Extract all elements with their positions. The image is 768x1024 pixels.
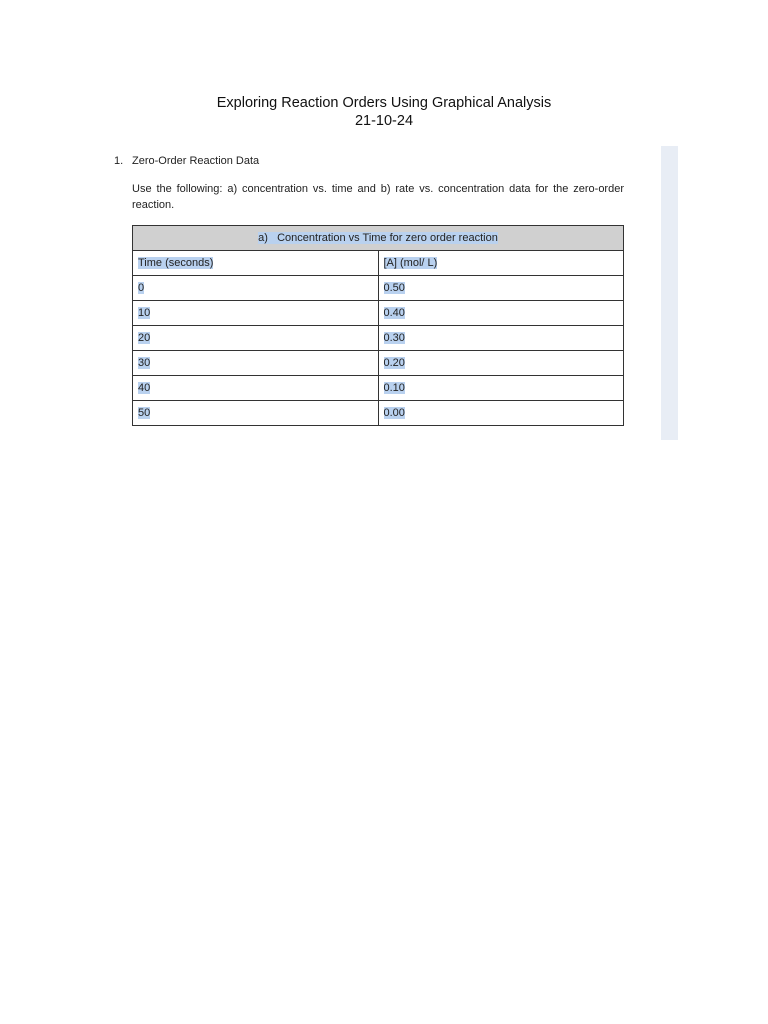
data-table: [132, 225, 624, 426]
table-cell: [378, 376, 624, 401]
side-strip: [661, 146, 678, 440]
table-cell: [133, 351, 379, 376]
time-value: 20: [138, 332, 151, 344]
concentration-value: 0.10: [383, 382, 405, 394]
table-cell: [133, 376, 379, 401]
table-cell: [378, 401, 624, 426]
table-caption: [133, 226, 624, 251]
table-row: [133, 376, 624, 401]
document-title-block: [0, 94, 768, 130]
table-header-cell: [378, 251, 624, 276]
table-cell: [133, 301, 379, 326]
table-header-row: [133, 251, 624, 276]
concentration-value: 0.30: [383, 332, 405, 344]
section-number: 1.: [114, 155, 124, 167]
concentration-value: 0.00: [383, 407, 405, 419]
table-cell: [378, 301, 624, 326]
table-caption-text: Concentration vs Time for zero order reaction: [277, 232, 498, 244]
embedded-screenshot: [92, 146, 678, 440]
table-caption-row: [133, 226, 624, 251]
table-caption-marker: a): [258, 232, 268, 244]
time-value: 50: [138, 407, 151, 419]
section-title: Zero-Order Reaction Data: [132, 155, 260, 167]
table-cell: [133, 276, 379, 301]
time-value: 0: [138, 282, 145, 294]
table-cell: [378, 326, 624, 351]
concentration-value: 0.20: [383, 357, 405, 369]
concentration-value: 0.50: [383, 282, 405, 294]
table-cell: [133, 401, 379, 426]
table-cell: [133, 326, 379, 351]
time-value: 10: [138, 307, 151, 319]
table-row: [133, 351, 624, 376]
document-title: Exploring Reaction Orders Using Graphical Analysis: [216, 95, 552, 111]
concentration-value: 0.40: [383, 307, 405, 319]
section-heading: [114, 155, 259, 167]
table-row: [133, 276, 624, 301]
time-value: 30: [138, 357, 151, 369]
header-time: Time (seconds): [138, 257, 214, 269]
table-row: [133, 301, 624, 326]
document-date: 21-10-24: [354, 113, 414, 129]
table-cell: [378, 351, 624, 376]
instructions-text: Use the following: a) concentration vs. time and b) rate vs. concentration data for the zero-order reaction.: [132, 183, 624, 211]
table-header-cell: [133, 251, 379, 276]
table-row: [133, 401, 624, 426]
table-row: [133, 326, 624, 351]
time-value: 40: [138, 382, 151, 394]
table-cell: [378, 276, 624, 301]
header-concentration: [A] (mol/ L): [383, 257, 438, 269]
